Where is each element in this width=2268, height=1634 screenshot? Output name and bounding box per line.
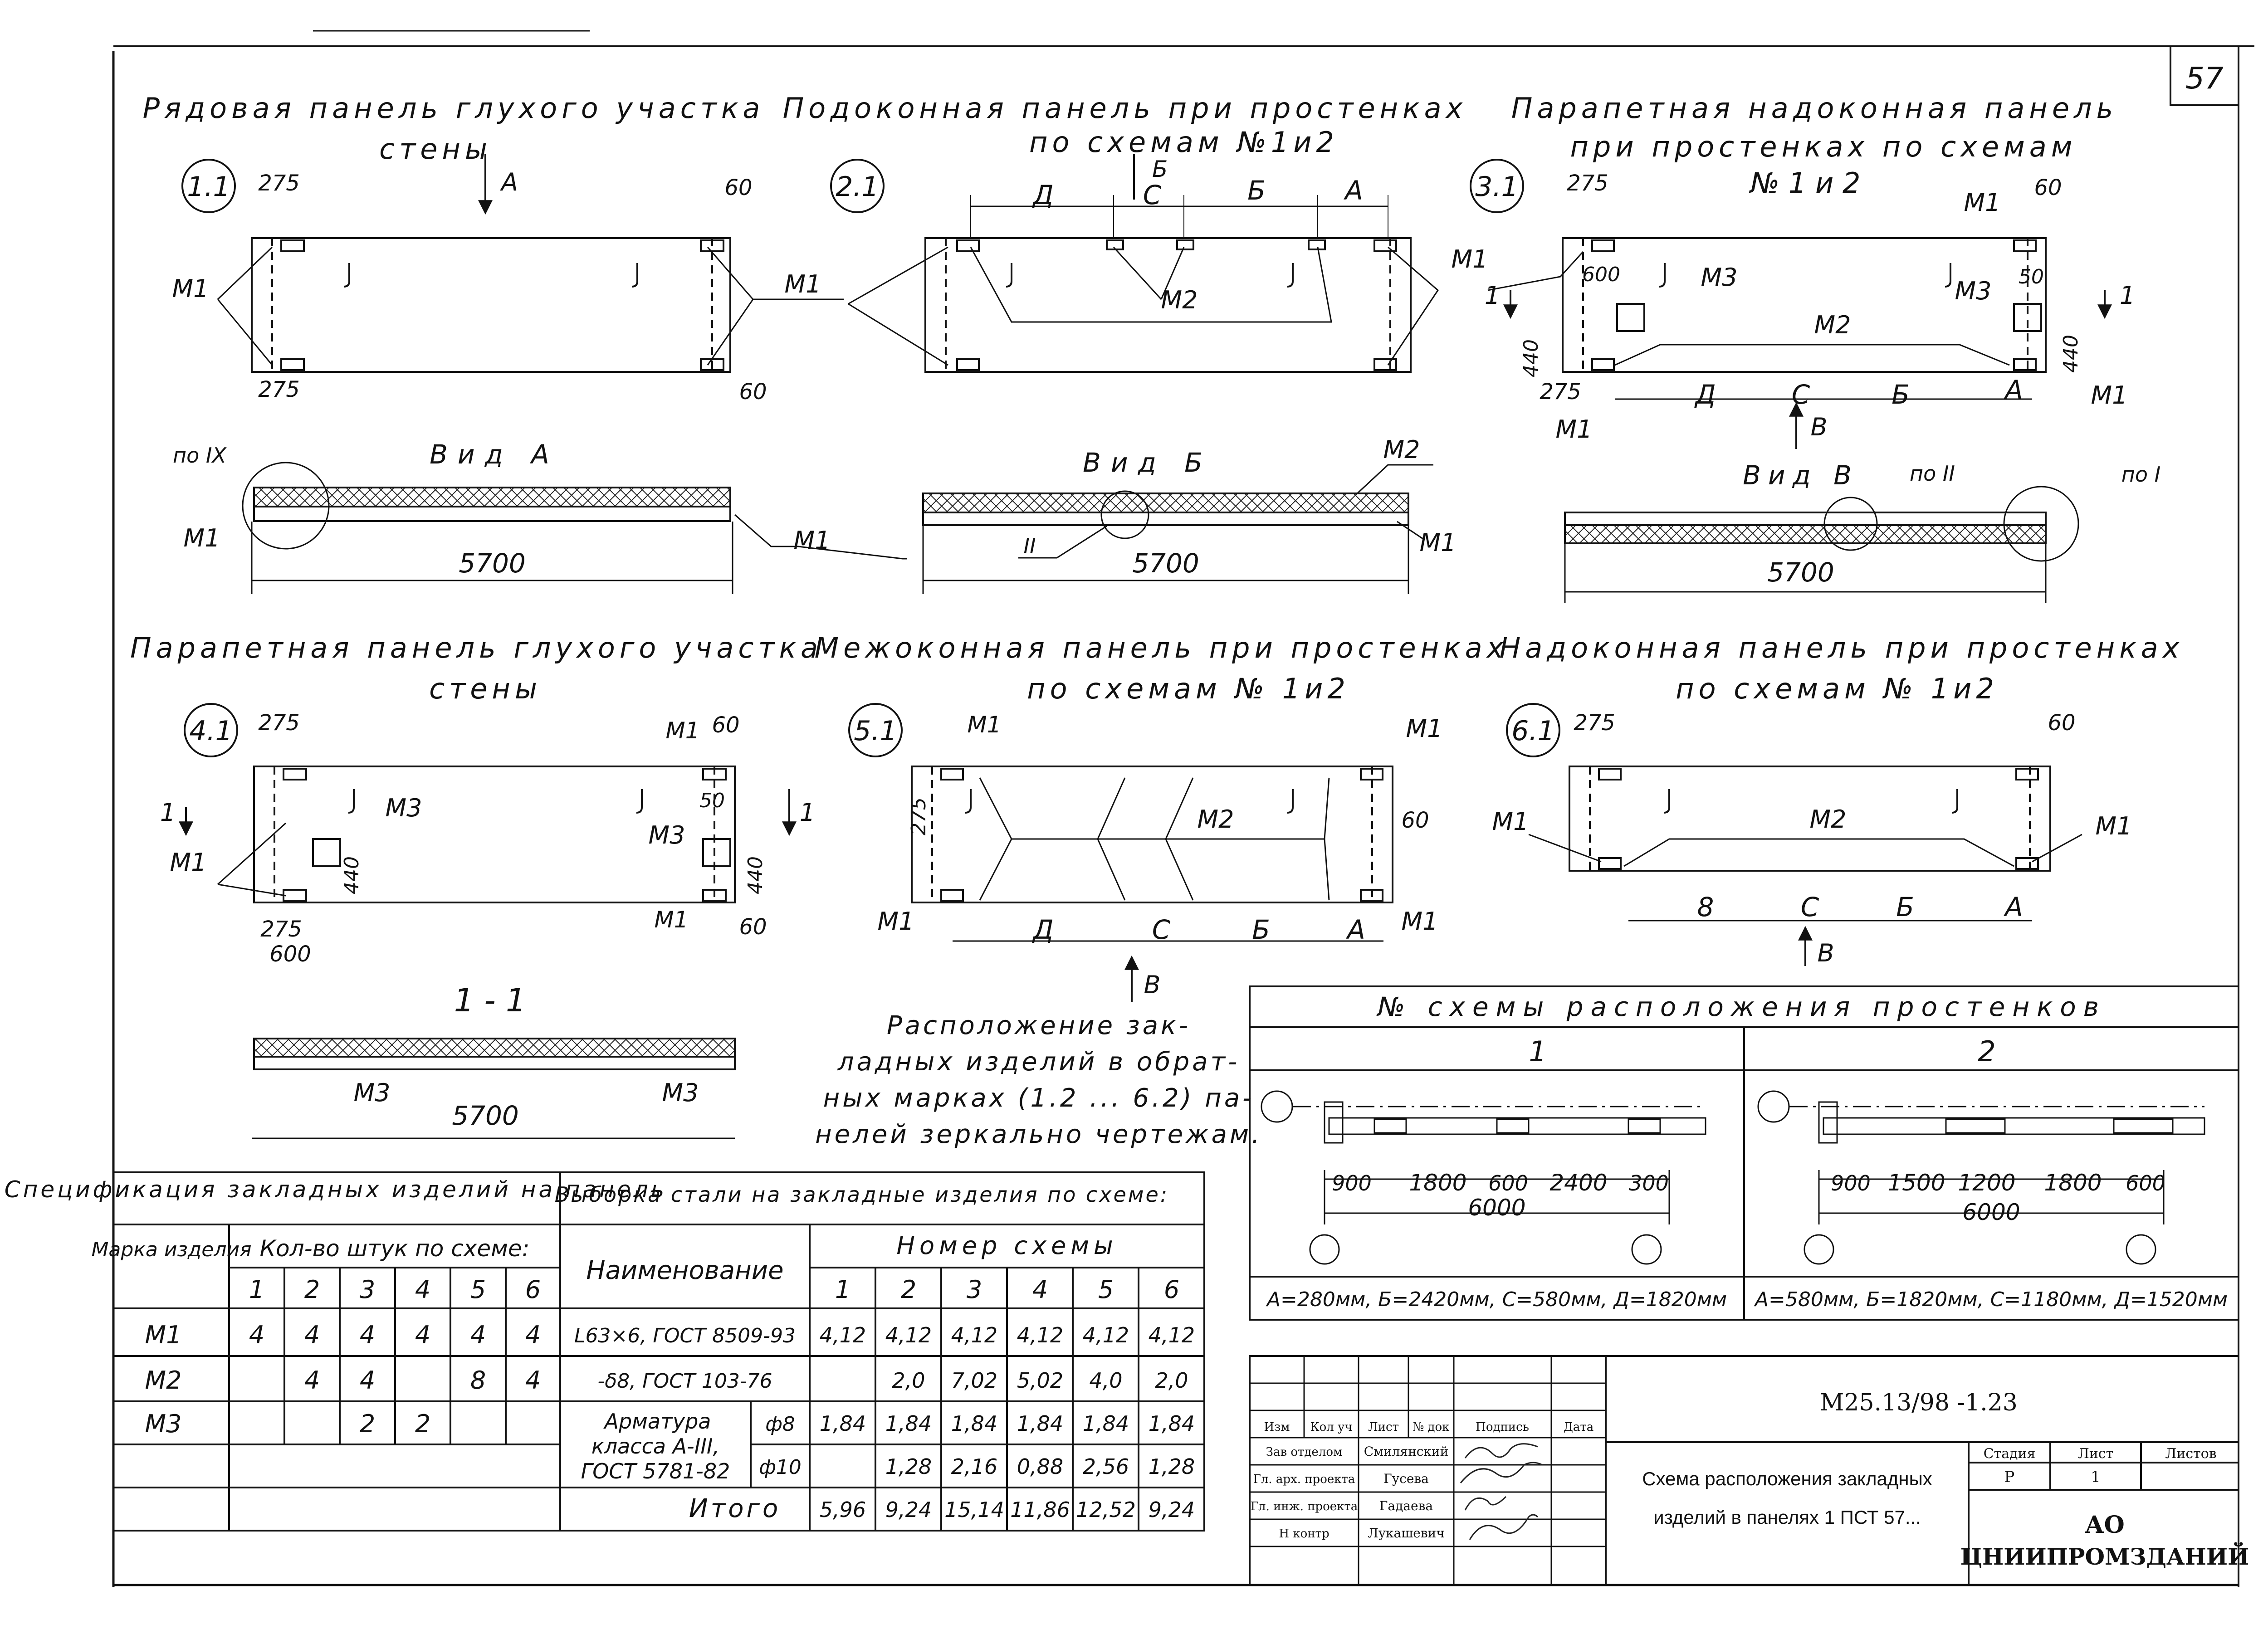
spec-cell: 4 (525, 1366, 541, 1395)
svg-text:Номер схемы: Номер схемы (896, 1231, 1118, 1260)
spec-cell: 4 (304, 1366, 320, 1395)
svg-text:Б: Б (1247, 175, 1266, 206)
steel-table (555, 1172, 1204, 1531)
label-m1: М1 (172, 274, 209, 303)
stamp-header: Подпись (1476, 1420, 1529, 1434)
spec-cell: 4 (249, 1321, 265, 1349)
steel-col-header: 2 (900, 1275, 917, 1304)
svg-text:№ 1 и 2: № 1 и 2 (1750, 166, 1861, 200)
spec-col-header: 2 (304, 1275, 320, 1304)
spec-cell: 2 (415, 1410, 431, 1438)
sheet-number: 57 (2185, 61, 2224, 96)
view-b (923, 435, 1456, 594)
stamp-role: Зав отделом (1266, 1445, 1343, 1459)
spec-cell: 2 (359, 1410, 376, 1438)
panel-4-1 (130, 631, 822, 967)
armature-diameter: ф10 (759, 1456, 802, 1479)
svg-text:В: В (1810, 413, 1828, 441)
spec-cell: 4 (304, 1321, 320, 1349)
steel-cell: 4,12 (951, 1323, 998, 1347)
svg-text:М25.13/98 -1.23: М25.13/98 -1.23 (1820, 1389, 2018, 1416)
svg-text:60: 60 (2048, 710, 2076, 736)
svg-text:№ схемы расположения простенко: № схемы расположения простенков (1378, 991, 2106, 1022)
svg-text:60: 60 (1401, 808, 1429, 833)
steel-total-cell: 15,14 (944, 1497, 1004, 1522)
steel-cell: 5,02 (1017, 1368, 1064, 1393)
steel-cell: 2,0 (1155, 1368, 1188, 1393)
svg-text:А=280мм, Б=2420мм, С=580мм, Д=: А=280мм, Б=2420мм, С=580мм, Д=1820мм (1266, 1288, 1727, 1311)
svg-text:1800: 1800 (1409, 1170, 1467, 1196)
steel-total-cell: 5,96 (819, 1497, 866, 1522)
svg-text:Р: Р (2004, 1468, 2015, 1486)
spec-cell: 8 (470, 1366, 486, 1395)
svg-text:ных марках (1.2 ... 6.2) па-: ных марках (1.2 ... 6.2) па- (823, 1083, 1255, 1113)
svg-text:М2: М2 (1161, 286, 1198, 314)
svg-text:440: 440 (744, 856, 767, 894)
svg-text:275: 275 (907, 797, 930, 835)
svg-text:А: А (1347, 914, 1365, 945)
svg-text:М3: М3 (662, 1078, 699, 1107)
svg-text:ЦНИИПРОМЗДАНИЙ: ЦНИИПРОМЗДАНИЙ (1960, 1543, 2249, 1570)
svg-text:2400: 2400 (1549, 1170, 1608, 1196)
steel-col-header: 1 (835, 1275, 851, 1304)
steel-total-cell: 9,24 (885, 1497, 932, 1522)
svg-text:М1: М1 (665, 717, 700, 744)
svg-text:1: 1 (160, 798, 176, 827)
steel-col-header: 4 (1032, 1275, 1048, 1304)
svg-text:А: А (1345, 175, 1363, 206)
svg-text:Д: Д (1033, 914, 1054, 945)
svg-text:А: А (2005, 892, 2023, 922)
svg-text:С: С (1800, 892, 1819, 922)
svg-text:275: 275 (258, 710, 300, 736)
spec-col-header: 5 (470, 1275, 486, 1304)
steel-cell: 0,88 (1017, 1454, 1064, 1479)
svg-text:275: 275 (1540, 379, 1581, 405)
steel-total-cell: 12,52 (1076, 1497, 1136, 1522)
svg-text:440: 440 (340, 856, 363, 894)
svg-text:5700: 5700 (1767, 557, 1834, 588)
svg-text:М1: М1 (1555, 415, 1593, 444)
svg-text:М2: М2 (1197, 805, 1234, 834)
stamp-header: Дата (1563, 1420, 1594, 1434)
svg-text:С: С (1143, 180, 1162, 210)
panel-6-1 (1492, 631, 2184, 967)
svg-text:ладных изделий в обрат-: ладных изделий в обрат- (837, 1047, 1240, 1077)
svg-text:Арматура: Арматура (604, 1409, 711, 1434)
svg-text:М1: М1 (170, 848, 207, 877)
svg-text:1: 1 (2119, 281, 2136, 310)
svg-text:60: 60 (2034, 175, 2062, 200)
steel-row-name: L63×6, ГОСТ 8509-93 (574, 1324, 796, 1347)
svg-text:М1: М1 (967, 712, 1002, 738)
svg-text:1800: 1800 (2044, 1170, 2102, 1196)
steel-cell: 2,16 (951, 1454, 998, 1479)
dim-275: 275 (258, 171, 300, 196)
panel-number-badge (185, 704, 237, 756)
svg-text:1500: 1500 (1887, 1170, 1945, 1196)
svg-text:8: 8 (1697, 892, 1714, 922)
svg-text:600: 600 (2126, 1171, 2165, 1195)
svg-text:60: 60 (739, 914, 767, 940)
spec-col-header: 6 (525, 1275, 541, 1304)
svg-text:М3: М3 (1701, 263, 1738, 292)
svg-text:М1: М1 (1451, 245, 1488, 273)
panel-3-1 (1452, 92, 2136, 449)
svg-text:1: 1 (1484, 281, 1501, 310)
dim-5700: 5700 (459, 548, 526, 579)
stamp-role: Н контр (1279, 1527, 1330, 1541)
stamp-name: Лукашевич (1368, 1526, 1445, 1541)
stamp-name: Гусева (1383, 1471, 1429, 1486)
svg-text:М3: М3 (1955, 277, 1992, 305)
svg-text:Спецификация закладных изделий: Спецификация закладных изделий на панель (4, 1176, 667, 1203)
steel-cell: 1,84 (885, 1411, 932, 1436)
label-m1: М1 (784, 270, 821, 298)
spec-cell: 4 (470, 1321, 486, 1349)
panel-5-1 (815, 631, 1508, 1002)
steel-cell: 4,0 (1089, 1368, 1123, 1393)
steel-col-header: 3 (966, 1275, 982, 1304)
svg-text:1.1: 1.1 (187, 171, 230, 203)
svg-text:С: С (1791, 379, 1810, 410)
svg-text:600: 600 (1488, 1171, 1528, 1195)
svg-text:Б: Б (1892, 379, 1910, 410)
spec-cell: 4 (415, 1321, 431, 1349)
svg-text:класса А-III,: класса А-III, (591, 1434, 720, 1458)
label-m1: М1 (793, 526, 831, 555)
dim-60: 60 (724, 175, 753, 200)
svg-text:Подоконная панель при простенк: Подоконная панель при простенках (782, 92, 1467, 125)
steel-cell: 4,12 (1082, 1323, 1129, 1347)
panel-1-1 (143, 92, 844, 405)
label-po-ix: по IX (173, 443, 226, 468)
steel-total-cell: 11,86 (1010, 1497, 1070, 1522)
svg-text:2.1: 2.1 (836, 171, 879, 203)
svg-text:М2: М2 (1383, 435, 1420, 464)
svg-text:Расположение зак-: Расположение зак- (886, 1011, 1191, 1040)
svg-text:Стадия: Стадия (1983, 1446, 2036, 1462)
view-a (173, 439, 907, 594)
svg-text:Схема расположения закладных: Схема расположения закладных (1642, 1468, 1932, 1489)
svg-text:300: 300 (1629, 1171, 1669, 1195)
svg-text:Б: Б (1252, 914, 1270, 945)
leader-m1 (218, 247, 844, 365)
svg-text:М1: М1 (1492, 807, 1529, 836)
svg-text:Д: Д (1695, 379, 1716, 410)
svg-text:1200: 1200 (1958, 1170, 2016, 1196)
dim-275: 275 (258, 377, 300, 402)
steel-col-header: 6 (1163, 1275, 1180, 1304)
svg-text:А: А (2005, 375, 2023, 405)
panel-number-badge (1471, 160, 1523, 212)
steel-row-name: -δ8, ГОСТ 103-76 (597, 1370, 772, 1393)
svg-text:275: 275 (1567, 171, 1608, 196)
steel-cell: 1,84 (1017, 1411, 1064, 1436)
steel-cell: 2,56 (1082, 1454, 1129, 1479)
svg-text:Выборка стали на закладные изд: Выборка стали на закладные изделия по схеме: (554, 1182, 1169, 1207)
svg-text:60: 60 (712, 712, 740, 738)
svg-text:Б: Б (1152, 156, 1168, 182)
steel-cell: 1,84 (1082, 1411, 1129, 1436)
svg-text:Листов: Листов (2165, 1446, 2217, 1462)
steel-cell: 2,0 (892, 1368, 925, 1393)
svg-text:ГОСТ 5781-82: ГОСТ 5781-82 (581, 1459, 730, 1483)
stamp-role: Гл. инж. проекта (1250, 1500, 1358, 1513)
svg-text:С: С (1152, 914, 1171, 945)
svg-text:1 - 1: 1 - 1 (454, 982, 526, 1019)
dim-60: 60 (739, 379, 767, 405)
spec-table (5, 1172, 667, 1531)
steel-cell: 1,28 (1148, 1454, 1195, 1479)
svg-text:Кол-во штук по схеме:: Кол-во штук по схеме: (259, 1235, 530, 1262)
steel-cell: 4,12 (1148, 1323, 1195, 1347)
steel-cell: 1,28 (885, 1454, 932, 1479)
steel-col-header: 5 (1098, 1275, 1114, 1304)
stamp-name: Гадаева (1379, 1498, 1433, 1513)
svg-text:4.1: 4.1 (189, 715, 233, 747)
svg-text:Итого: Итого (689, 1494, 781, 1523)
svg-text:900: 900 (1332, 1171, 1372, 1195)
svg-text:Б: Б (1896, 892, 1914, 922)
svg-text:Наименование: Наименование (586, 1256, 784, 1285)
svg-text:440: 440 (2059, 335, 2082, 373)
steel-cell: 4,12 (1017, 1323, 1064, 1347)
svg-text:А: А (501, 168, 518, 196)
svg-text:Парапетная надоконная панель: Парапетная надоконная панель (1511, 92, 2118, 125)
panel-subtitle: стены (379, 132, 492, 166)
svg-text:М1: М1 (877, 907, 914, 936)
spec-cell: 4 (359, 1366, 376, 1395)
steel-cell: 4,12 (885, 1323, 932, 1347)
svg-text:по схемам №1и2: по схемам №1и2 (1029, 126, 1339, 159)
svg-text:6000: 6000 (1468, 1195, 1526, 1221)
svg-text:М1: М1 (654, 907, 689, 933)
svg-text:нелей зеркально чертежам.: нелей зеркально чертежам. (815, 1120, 1262, 1149)
svg-text:по схемам № 1и2: по схемам № 1и2 (1027, 672, 1350, 705)
svg-text:М3: М3 (353, 1078, 391, 1107)
stamp-headers (1264, 1420, 1593, 1434)
panel-2-1 (783, 92, 1467, 372)
svg-text:АО: АО (2085, 1511, 2125, 1539)
svg-text:по схемам № 1и2: по схемам № 1и2 (1676, 672, 1999, 705)
svg-text:А=580мм, Б=1820мм, С=1180мм, Д: А=580мм, Б=1820мм, С=1180мм, Д=1520мм (1755, 1288, 2228, 1311)
spec-col-header: 1 (249, 1275, 265, 1304)
svg-text:5700: 5700 (452, 1100, 519, 1131)
svg-text:6.1: 6.1 (1511, 715, 1555, 747)
svg-text:М1: М1 (1406, 714, 1443, 743)
svg-text:М1: М1 (2095, 812, 2132, 840)
svg-text:Парапетная панель глухого учас: Парапетная панель глухого участка (130, 631, 823, 664)
svg-text:по I: по I (2121, 462, 2161, 487)
steel-total-cell: 9,24 (1148, 1497, 1195, 1522)
svg-text:5.1: 5.1 (854, 715, 897, 747)
panel-title: Рядовая панель глухого участка (142, 92, 765, 125)
armature-diameter: ф8 (765, 1413, 795, 1436)
stamp-name: Смилянский (1364, 1444, 1449, 1459)
svg-text:6000: 6000 (1962, 1199, 2020, 1225)
svg-text:1: 1 (1529, 1035, 1547, 1068)
svg-text:600: 600 (1582, 263, 1620, 286)
steel-cell: 7,02 (951, 1368, 998, 1393)
stamp-role: Гл. арх. проекта (1253, 1473, 1355, 1486)
title-block (1250, 1356, 2249, 1585)
panel-number-badge (182, 160, 235, 212)
svg-text:Надоконная панель при простенк: Надоконная панель при простенках (1499, 631, 2184, 664)
svg-text:440: 440 (1520, 339, 1543, 377)
svg-text:Д: Д (1033, 180, 1054, 210)
svg-text:изделий в панелях 1 ПСТ 57...: изделий в панелях 1 ПСТ 57... (1653, 1507, 1921, 1528)
steel-cell: 4,12 (819, 1323, 866, 1347)
svg-text:по II: по II (1910, 461, 1955, 486)
svg-text:М1: М1 (1964, 188, 2001, 217)
stamp-header: Изм (1264, 1420, 1290, 1434)
svg-text:600: 600 (269, 941, 311, 967)
svg-text:3.1: 3.1 (1475, 171, 1519, 203)
svg-text:М1: М1 (1419, 528, 1457, 557)
svg-text:стены: стены (429, 672, 542, 705)
steel-cell: 1,84 (819, 1411, 866, 1436)
svg-text:275: 275 (260, 917, 302, 942)
svg-text:1: 1 (799, 798, 816, 827)
svg-text:II: II (1023, 534, 1036, 558)
spec-cell: 4 (359, 1321, 376, 1349)
spec-cell: 4 (525, 1321, 541, 1349)
svg-text:Марка изделия: Марка изделия (91, 1238, 252, 1261)
svg-text:Лист: Лист (2077, 1446, 2114, 1462)
steel-cell: 1,84 (951, 1411, 998, 1436)
panel-outline (252, 238, 730, 372)
svg-text:Межоконная панель при простенк: Межоконная панель при простенках (814, 631, 1508, 664)
svg-text:М2: М2 (1809, 805, 1847, 834)
spec-col-header: 4 (415, 1275, 431, 1304)
stamp-header: Лист (1368, 1420, 1399, 1434)
panel-number-badge (831, 160, 884, 212)
svg-text:275: 275 (1574, 710, 1615, 736)
svg-text:5700: 5700 (1132, 548, 1199, 579)
svg-text:50: 50 (699, 789, 725, 812)
svg-text:900: 900 (1831, 1171, 1871, 1195)
spec-col-header: 3 (359, 1275, 376, 1304)
steel-cell: 1,84 (1148, 1411, 1195, 1436)
svg-text:М3: М3 (648, 821, 685, 849)
svg-text:2: 2 (1978, 1035, 1996, 1068)
svg-text:Вид Б: Вид Б (1083, 447, 1212, 478)
spec-row-mark: М3 (145, 1410, 182, 1438)
view-v (1565, 460, 2160, 603)
stamp-header: Кол уч (1310, 1420, 1353, 1434)
label-m1: М1 (183, 524, 220, 552)
svg-text:В: В (1144, 971, 1161, 999)
section-1-1 (252, 982, 735, 1138)
panel-number-badge (1507, 704, 1559, 756)
spec-row-mark: М1 (145, 1321, 182, 1349)
svg-text:при простенках по схемам: при простенках по схемам (1570, 130, 2077, 163)
svg-text:М3: М3 (385, 794, 422, 822)
svg-text:М1: М1 (1401, 907, 1438, 936)
svg-text:Вид В: Вид В (1743, 460, 1859, 491)
svg-text:В: В (1817, 939, 1834, 967)
spec-row-mark: М2 (145, 1366, 182, 1395)
mirror-note (815, 1011, 1262, 1149)
scheme-table (1250, 986, 2239, 1320)
spec-rows (145, 1321, 541, 1438)
sheet-frame (113, 31, 2254, 1587)
view-title: Вид А (430, 439, 559, 470)
svg-text:М2: М2 (1814, 311, 1851, 339)
svg-text:М1: М1 (2091, 381, 2128, 410)
svg-text:1: 1 (2091, 1468, 2101, 1486)
stamp-header: № док (1413, 1420, 1450, 1434)
panel-number-badge (849, 704, 902, 756)
svg-text:50: 50 (2019, 265, 2044, 288)
